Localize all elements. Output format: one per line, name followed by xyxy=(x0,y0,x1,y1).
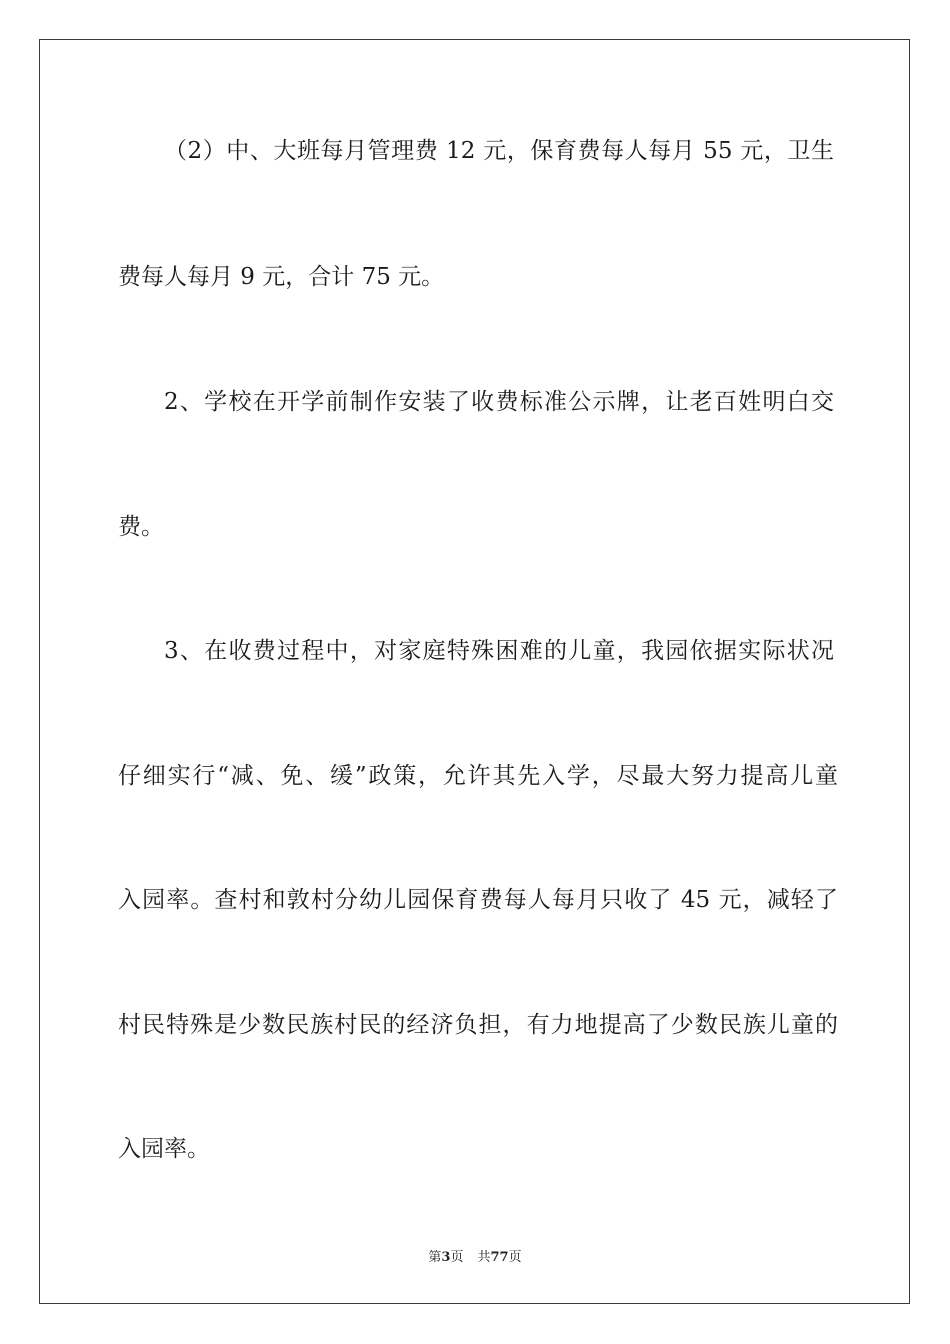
page-border xyxy=(39,39,910,1304)
paragraph-line: 费。 xyxy=(118,514,164,540)
total-suffix: 页 xyxy=(508,1250,522,1265)
paragraph-line: 村民特殊是少数民族村民的经济负担，有力地提高了少数民族儿童的 xyxy=(118,1012,838,1038)
paragraph-line: 费每人每月 9 元，合计 75 元。 xyxy=(118,264,445,290)
total-prefix: 共 xyxy=(477,1250,491,1265)
paragraph-line: 入园率。 xyxy=(118,1136,210,1162)
paragraph-line: 2、学校在开学前制作安装了收费标准公示牌，让老百姓明白交 xyxy=(164,389,834,415)
page-footer xyxy=(0,1246,950,1265)
page-prefix: 第 xyxy=(428,1250,442,1265)
page-suffix: 页 xyxy=(450,1250,464,1265)
paragraph-line: 入园率。查村和敦村分幼儿园保育费每人每月只收了 45 元，减轻了 xyxy=(118,887,838,913)
paragraph-line: （2）中、大班每月管理费 12 元，保育费每人每月 55 元，卫生 xyxy=(164,138,834,164)
page-number: 3 xyxy=(441,1250,451,1265)
total-pages: 77 xyxy=(490,1250,509,1265)
paragraph-line: 仔细实行“减、免、缓”政策，允许其先入学，尽最大努力提高儿童 xyxy=(118,763,838,789)
paragraph-line: 3、在收费过程中，对家庭特殊困难的儿童，我园依据实际状况 xyxy=(164,638,834,664)
